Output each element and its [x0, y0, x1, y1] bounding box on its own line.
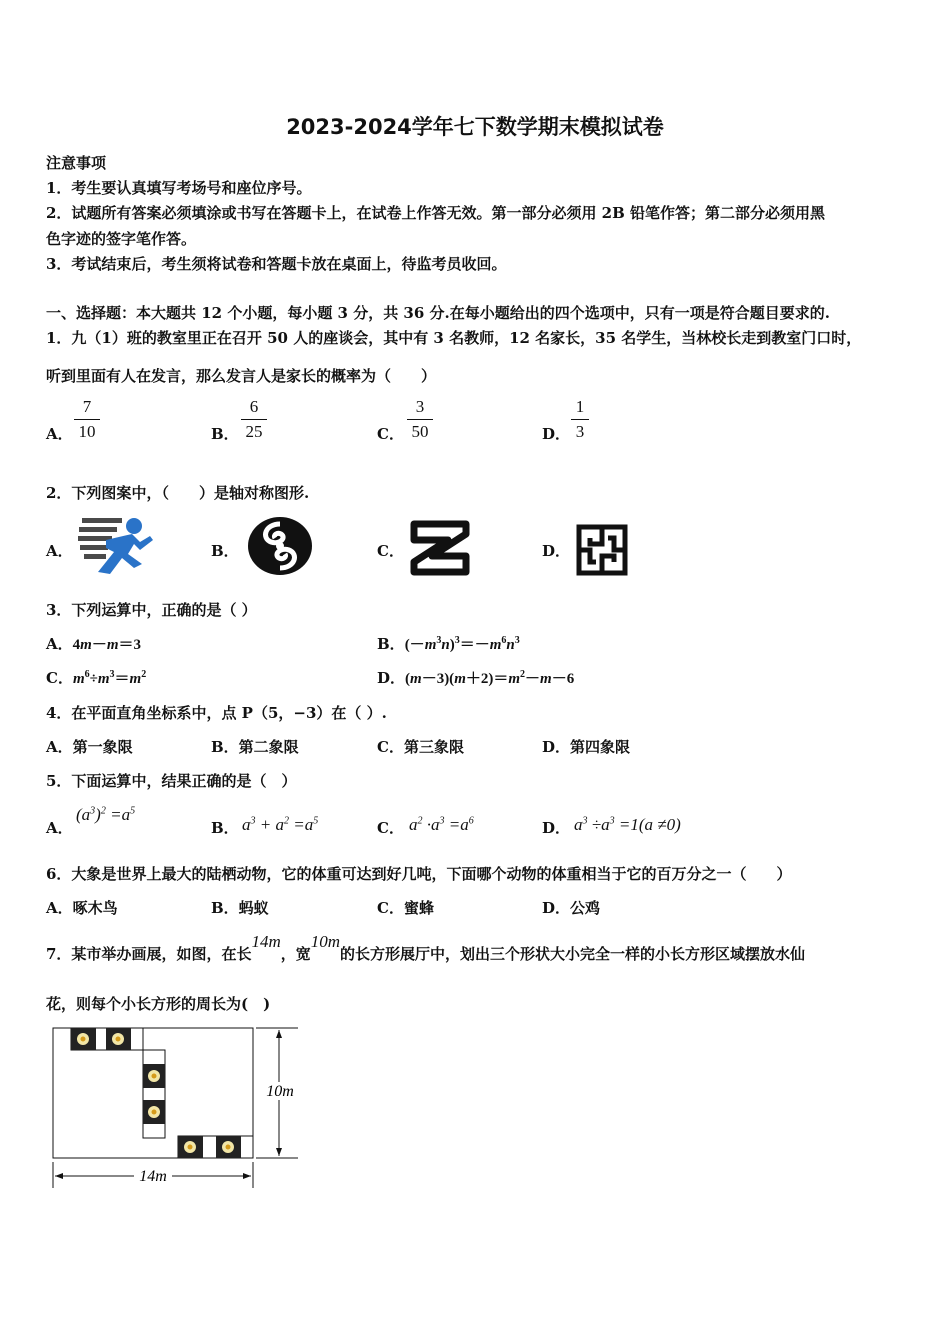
knot-logo-icon: [410, 520, 470, 576]
option-label: B．: [377, 635, 405, 653]
option-label: C．: [377, 542, 404, 560]
notice-item: 3．考试结束后，考生须将试卷和答题卡放在桌面上，待监考员收回。: [46, 255, 507, 273]
question-2-text: 2．下列图案中，（ ）是轴对称图形.: [46, 484, 310, 502]
q7-width: 10m: [310, 932, 341, 951]
question-1-text: 1．九（1）班的教室里正在召开 50 人的座谈会，其中有 3 名教师，12 名家长，35 名学生，当林校长走到教室门口时，: [46, 329, 862, 347]
fraction-option-b: 6 25: [241, 396, 267, 443]
option-label: B．: [211, 819, 239, 837]
option-d: D．第四象限: [542, 738, 631, 756]
q7-length: 14m: [251, 932, 281, 951]
question-6-text: 6．大象是世界上最大的陆栖动物，它的体重可达到好几吨，下面哪个动物的体重相当于它的百万分之一（ ）: [46, 865, 792, 883]
question-7-text: 花，则每个小长方形的周长为( ): [46, 995, 271, 1013]
option-label: C．: [46, 669, 73, 687]
notice-item: 1．考生要认真填写考场号和座位序号。: [46, 179, 312, 197]
option-label: D．: [542, 542, 571, 560]
option-b: B．蚂蚁: [211, 899, 269, 917]
option-d: D．$(m-3)(m+2)=m^2-m-6$: [377, 669, 575, 687]
page-title: 2023-2024学年七下数学期末模拟试卷: [286, 115, 664, 139]
option-a: A．第一象限: [46, 738, 133, 756]
option-c: C．蜜蜂: [377, 899, 434, 917]
option-d: D．公鸡: [542, 899, 601, 917]
option-label: D．: [542, 425, 571, 443]
option-c: C．第三象限: [377, 738, 464, 756]
option-c: C．$m^6\div m^3=m^2$: [46, 669, 147, 687]
notice-item: 色字迹的签字笔作答。: [46, 230, 197, 248]
exhibition-hall-diagram: [46, 1022, 316, 1197]
question-5-text: 5．下面运算中，结果正确的是（ ）: [46, 772, 297, 790]
option-label: D．: [542, 819, 571, 837]
option-label: D．: [377, 669, 406, 687]
question-1-text: 听到里面有人在发言，那么发言人是家长的概率为（ ）: [46, 367, 437, 385]
option-a: A．啄木鸟: [46, 899, 118, 917]
fraction-option-c: 3 50: [407, 396, 433, 443]
formula-c: $a^2 \cdot a^3 =a^6$: [409, 815, 474, 834]
width-label: 14m: [139, 1168, 167, 1185]
option-b: B．$(-m^3n)^3=-m^6n^3$: [377, 635, 520, 653]
fret-logo-icon: [576, 524, 628, 576]
formula-a: $(a^3)^2 =a^5$: [76, 805, 136, 824]
option-label: A．: [46, 425, 73, 443]
option-label: C．: [377, 819, 404, 837]
option-a: A．4m－m＝3: [46, 635, 142, 653]
option-label: C．: [377, 425, 404, 443]
option-label: A．: [46, 542, 73, 560]
swirl-logo-icon: [245, 514, 315, 578]
option-label: A．: [46, 819, 73, 837]
notice-heading: 注意事项: [46, 154, 107, 172]
notice-item: 2．试题所有答案必须填涂或书写在答题卡上，在试卷上作答无效。第一部分必须用 2B 铅笔作答；第二部分必须用黑: [46, 204, 826, 222]
formula-b: $a^3 + a^2 =a^5$: [242, 815, 319, 834]
height-label: 10m: [266, 1083, 294, 1100]
runner-logo-icon: [76, 512, 156, 580]
formula-d: $a^3 \div a^3 =1(a \ne 0)$: [574, 815, 681, 834]
option-label: A．: [46, 635, 73, 653]
question-3-text: 3．下列运算中，正确的是（ ）: [46, 601, 257, 619]
section-heading: 一、选择题：本大题共 12 个小题，每小题 3 分，共 36 分.在每小题给出的四个选项中，只有一项是符合题目要求的.: [46, 304, 830, 322]
option-label: B．: [211, 542, 239, 560]
option-b: B．第二象限: [211, 738, 299, 756]
question-4-text: 4．在平面直角坐标系中，点 P（5，−3）在（ ）.: [46, 704, 387, 722]
fraction-option-d: 1 3: [571, 396, 589, 443]
fraction-option-a: 7 10: [74, 396, 100, 443]
question-7-text: 7．某市举办画展，如图，在长14m，宽10m的长方形展厅中，划出三个形状大小完全一样的小长方形区域摆放水仙: [46, 932, 806, 963]
option-label: B．: [211, 425, 239, 443]
